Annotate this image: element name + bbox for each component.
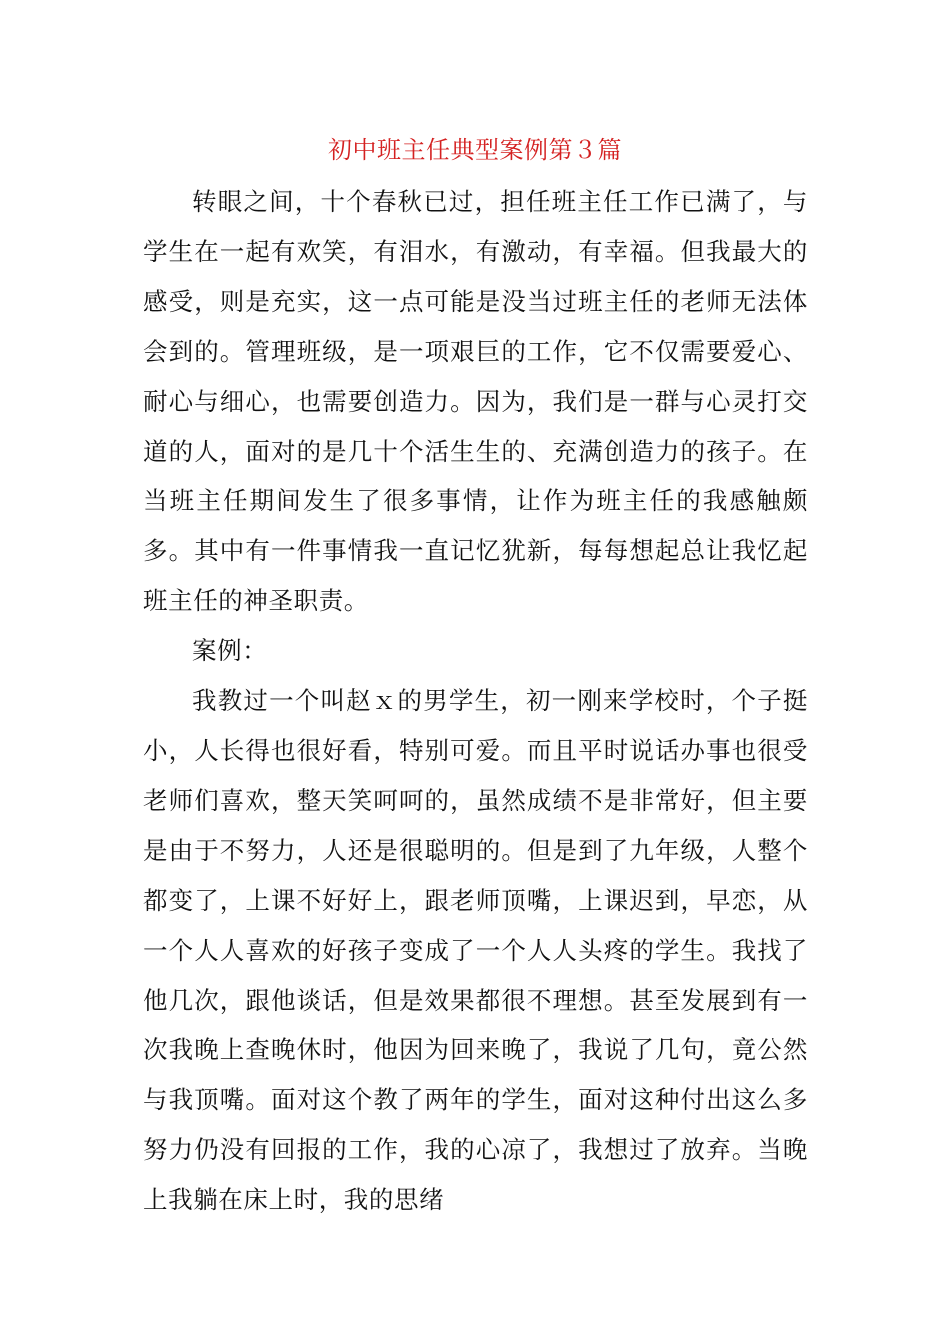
document-body — [143, 177, 808, 1225]
paragraph-case-heading: 案例： — [192, 636, 268, 666]
paragraph-case-story: 我教过一个叫赵ｘ的男学生，初一刚来学校时，个子挺小，人长得也很好看，特别可爱。而且平时说话办事也很受老师们喜欢，整天笑呵呵的，虽然成绩不是非常好，但主要是由于不努力，人还是很聪明的。但是到了九年级，人整个都变了，上课不好好上，跟老师顶嘴，上课迟到，早恋，从一个人人喜欢的好孩子变成了一个人人头疼的学生。我找了他几次，跟他谈话，但是效果都很不理想。甚至发展到有一次我晚上查晚休时，他因为回来晚了，我说了几句，竟公然与我顶嘴。面对这个教了两年的学生，面对这种付出这么多努力仍没有回报的工作，我的心凉了，我想过了放弃。当晚上我躺在床上时，我的思绪 — [143, 686, 808, 1215]
document-title: 初中班主任典型案例第３篇 — [328, 136, 622, 164]
paragraph-intro: 转眼之间，十个春秋已过，担任班主任工作已满了，与学生在一起有欢笑，有泪水，有激动，有幸福。但我最大的感受，则是充实，这一点可能是没当过班主任的老师无法体会到的。管理班级，是一项艰巨的工作，它不仅需要爱心、耐心与细心，也需要创造力。因为，我们是一群与心灵打交道的人，面对的是几十个活生生的、充满创造力的孩子。在当班主任期间发生了很多事情，让作为班主任的我感触颇多。其中有一件事情我一直记忆犹新，每每想起总让我忆起班主任的神圣职责。 — [143, 187, 808, 616]
